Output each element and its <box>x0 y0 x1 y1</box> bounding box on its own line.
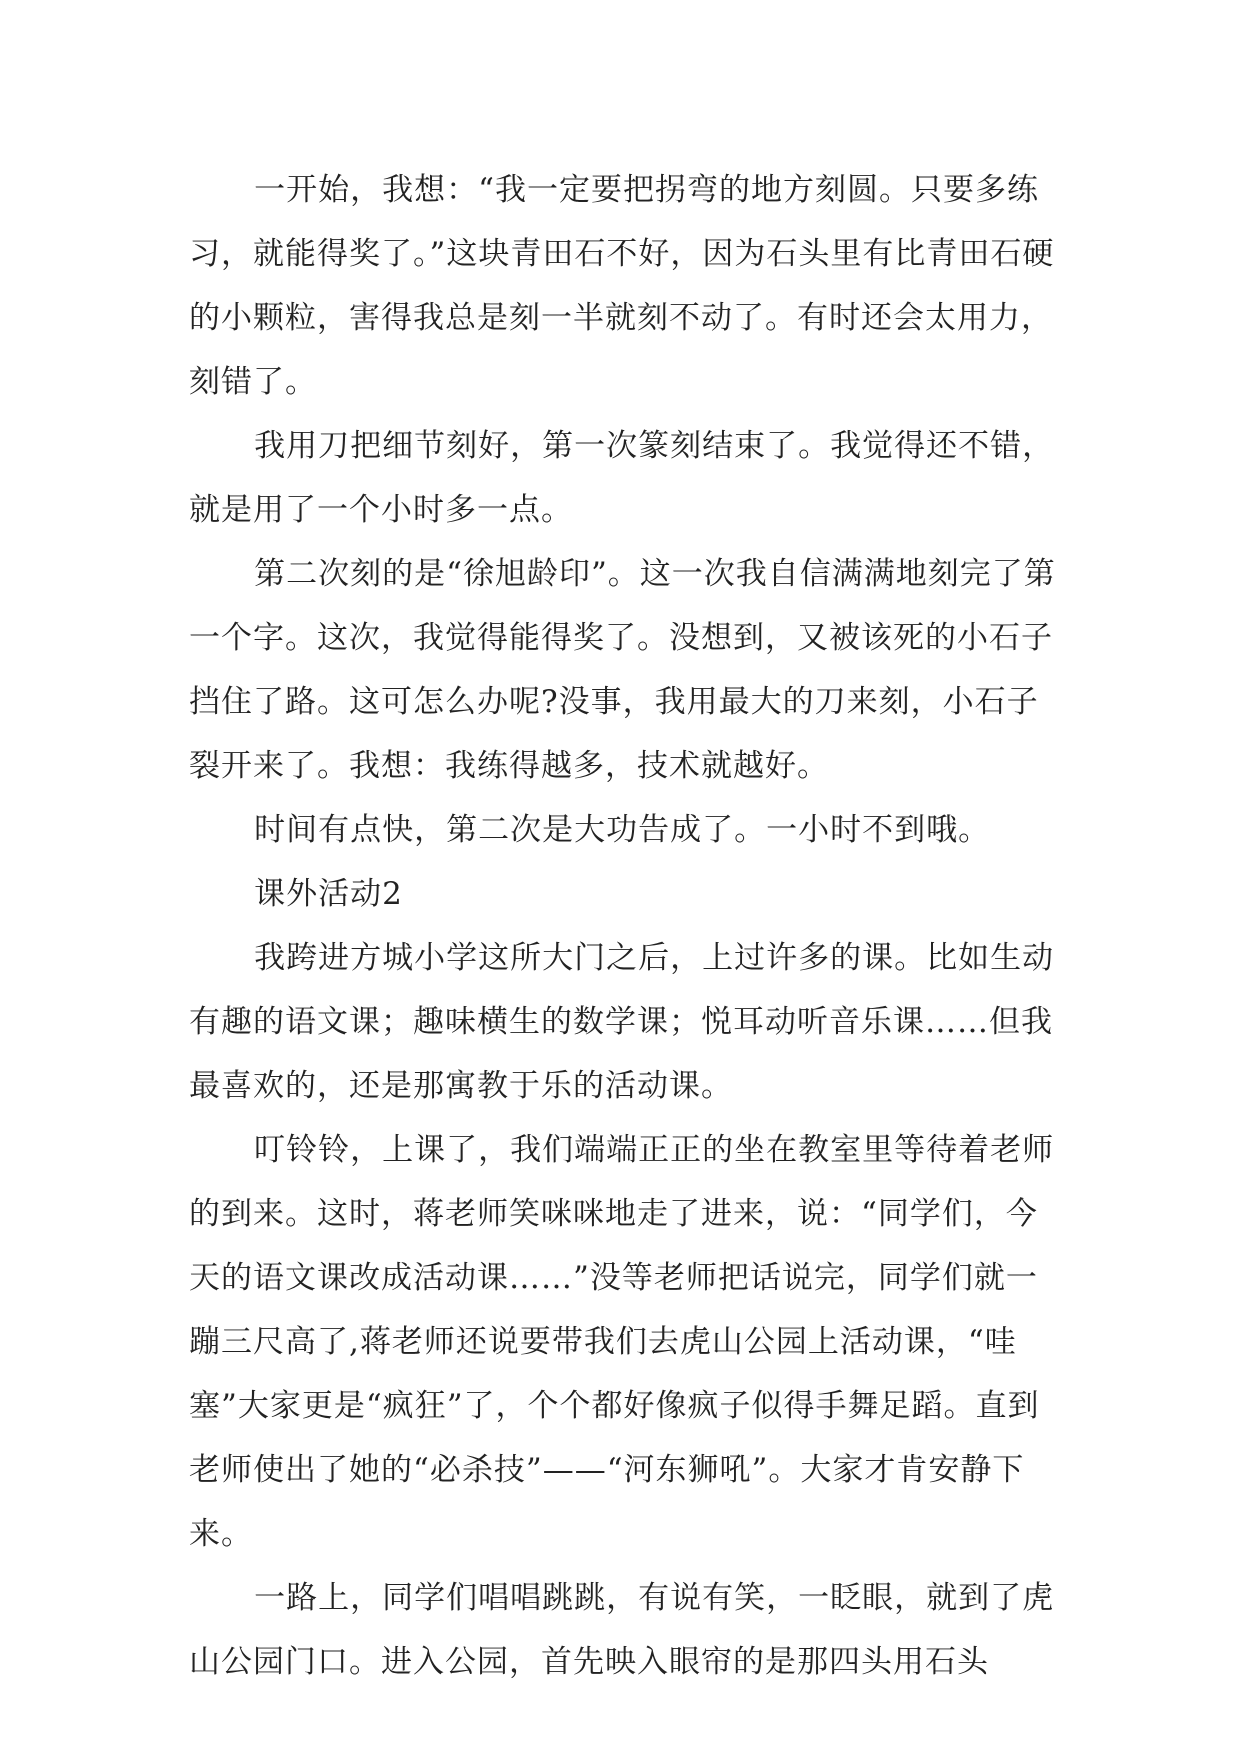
section-heading: 课外活动2 <box>254 876 403 912</box>
paragraph-park-arrival: 一路上，同学们唱唱跳跳，有说有笑，一眨眼，就到了虎山公园门口。进入公园，首先映入眼帘的是那四头用石头 <box>189 1580 1055 1680</box>
document-body <box>189 158 1069 1694</box>
paragraph-second-carving: 第二次刻的是“徐旭龄印”。这一次我自信满满地刻完了第一个字。这次，我觉得能得奖了。没想到，又被该死的小石子挡住了路。这可怎么办呢?没事，我用最大的刀来刻，小石子裂开来了。我想：我练得越多，技术就越好。 <box>189 556 1056 784</box>
paragraph-second-carving-done: 时间有点快，第二次是大功告成了。一小时不到哦。 <box>254 812 991 848</box>
paragraph-seal-carving-first-try: 一开始，我想：“我一定要把拐弯的地方刻圆。只要多练习，就能得奖了。”这块青田石不好，因为石头里有比青田石硬的小颗粒，害得我总是刻一半就刻不动了。有时还会太用力，刻错了。 <box>189 172 1055 400</box>
paragraph-class-begins: 叮铃铃，上课了，我们端端正正的坐在教室里等待着老师的到来。这时，蒋老师笑咪咪地走了进来，说：“同学们，今天的语文课改成活动课……”没等老师把话说完，同学们就一蹦三尺高了,蒋老师还说要带我们去虎山公园上活动课，“哇塞”大家更是“疯狂”了，个个都好像疯子似得手舞足蹈。直到老师使出了她的“必杀技”——“河东狮吼”。大家才肯安静下来。 <box>189 1132 1055 1552</box>
paragraph-favorite-class: 我跨进方城小学这所大门之后，上过许多的课。比如生动有趣的语文课；趣味横生的数学课；悦耳动听音乐课……但我最喜欢的，还是那寓教于乐的活动课。 <box>189 940 1055 1104</box>
paragraph-first-carving-done: 我用刀把细节刻好，第一次篆刻结束了。我觉得还不错，就是用了一个小时多一点。 <box>189 428 1055 528</box>
